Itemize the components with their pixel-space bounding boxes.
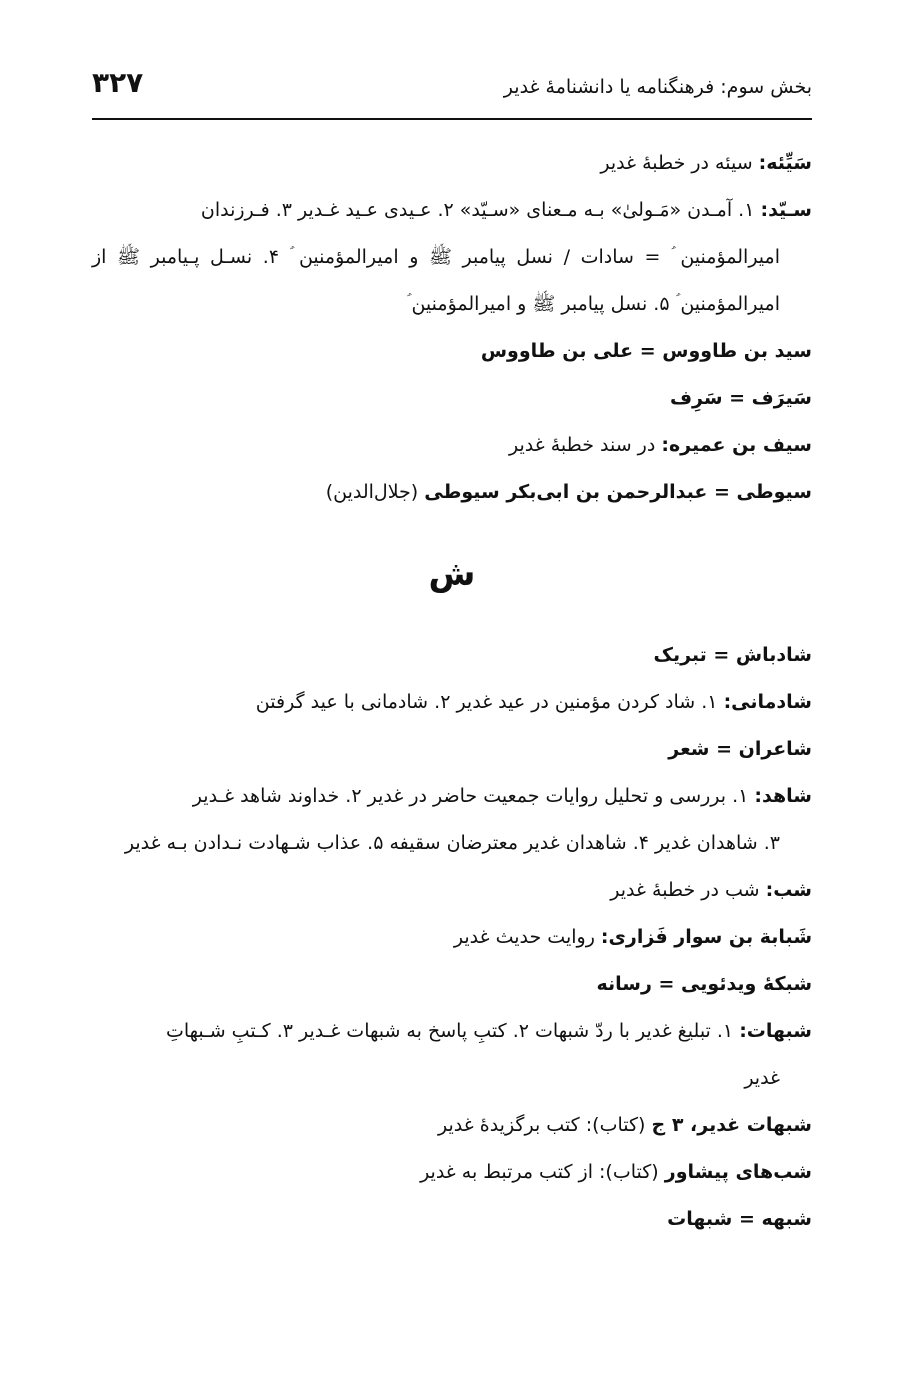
entry-definition: ۱. شاد کردن مؤمنین در عید غدیر ۲. شادمانی با عید گرفتن [255,691,724,713]
dictionary-entry [92,726,812,773]
entry-term: شب‌های پیشاور [664,1161,812,1183]
dictionary-entry [92,1102,812,1149]
entry-term: شبهه = شبهات [667,1208,812,1230]
entry-definition: روایت حدیث غدیر [453,926,601,948]
entry-term: شَبابة بن سوار فَزاری: [600,926,812,948]
dictionary-entry [92,961,812,1008]
entry-definition: ۱. تبلیغ غدیر با ردّ شبهات ۲. کتبِ پاسخ به شبهات غـدیر ۳. کـتبِ شـبهاتِ [165,1020,740,1042]
entry-definition: ۱. بررسی و تحلیل روایات جمعیت حاضر در غدیر ۲. خداوند شاهد غـدیر [192,785,755,807]
dictionary-entry [92,1008,812,1102]
entry-definition: (کتاب): کتب برگزیدۀ غدیر [438,1114,652,1136]
dictionary-entry [92,632,812,679]
entry-term: سید بن طاووس = علی بن طاووس [480,340,812,362]
page-body [92,140,812,1243]
running-title: بخش سوم: فرهنگنامه یا دانشنامۀ غدیر [503,76,812,98]
dictionary-entry [92,375,812,422]
entry-term: سیف بن عمیره: [661,434,812,456]
entry-term: شادمانی: [723,691,812,713]
dictionary-entry [92,187,812,328]
entry-term: شاعران = شعر [668,738,812,760]
dictionary-entry [92,140,812,187]
dictionary-entry [92,1196,812,1243]
entry-term: سَیِّئه: [758,152,812,174]
entry-definition: ۱. آمـدن «مَـولیٰ» بـه مـعنای «سـیّد» ۲. عـیدی عـید غـدیر ۳. فـرزندان [200,199,761,221]
entry-definition: سیئه در خطبۀ غدیر [600,152,759,174]
entry-term: سیوطی = عبدالرحمن بن ابی‌بکر سیوطی [424,481,812,503]
page-number: ۳۲۷ [92,66,144,99]
entry-term: سَیرَف = سَرِف [669,387,812,409]
entry-definition: در سند خطبۀ غدیر [509,434,662,456]
letter-section-heading: ش [428,554,476,594]
entry-definition: (جلال‌الدین) [325,481,425,503]
dictionary-entry [92,679,812,726]
entry-term: شبهات غدیر، ۳ ج [651,1114,812,1136]
dictionary-entry [92,867,812,914]
dictionary-entry [92,1149,812,1196]
entry-definition: (کتاب): از کتب مرتبط به غدیر [420,1161,665,1183]
entry-term: شادباش = تبریک [653,644,812,666]
dictionary-entry [92,422,812,469]
entry-continuation: غدیر [744,1067,780,1089]
entry-term: شبکۀ ویدئویی = رسانه [596,973,812,995]
entry-term: شاهد: [754,785,812,807]
entry-continuation: ۳. شاهدان غدیر ۴. شاهدان غدیر معترضان سقیفه ۵. عذاب شـهادت نـدادن بـه غدیر [124,832,780,854]
page-header [92,62,812,120]
dictionary-entry [92,469,812,516]
entry-continuation: امیرالمؤمنین ؑ = سادات / نسل پیامبر ﷺ و امیرالمؤمنین ؑ ۴. نسـل پـیامبر ﷺ از امیرالمؤمنین ؑ ۵. نسل پیامبر ﷺ و امیرالمؤمنین ؑ [92,246,780,315]
entry-term: شب: [765,879,812,901]
entry-term: سـیّد: [760,199,812,221]
entry-definition: شب در خطبۀ غدیر [610,879,766,901]
dictionary-entry [92,773,812,867]
dictionary-entry [92,914,812,961]
dictionary-entry [92,328,812,375]
entry-term: شبهات: [739,1020,812,1042]
